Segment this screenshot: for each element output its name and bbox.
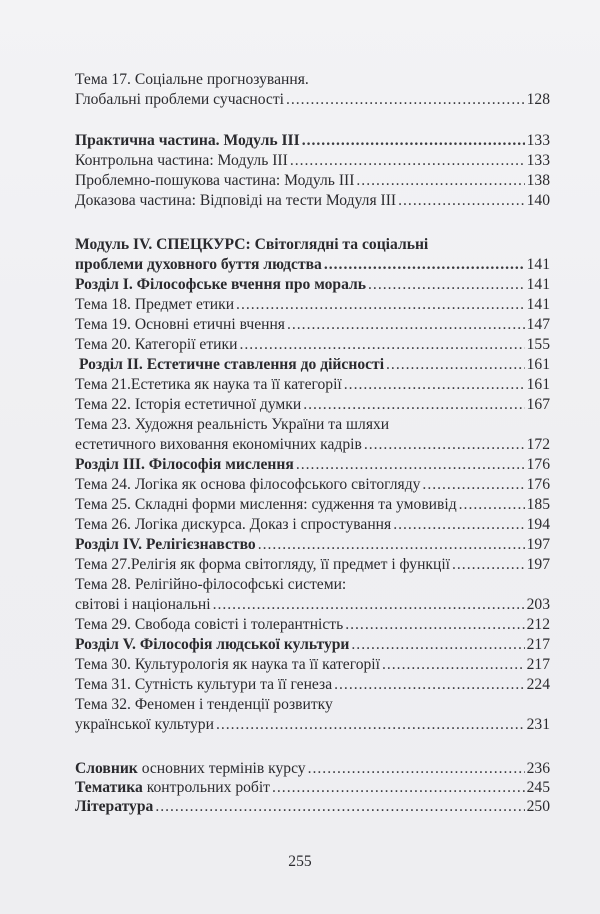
toc-entry — [75, 715, 550, 735]
toc-entry — [75, 315, 550, 335]
toc-entry — [75, 778, 550, 797]
toc-entry-title: Тема 24. Логіка як основа філософського світогляду — [75, 476, 421, 493]
toc-entry-page: 140 — [526, 192, 550, 209]
toc-entry — [75, 335, 550, 355]
toc-entry — [75, 675, 550, 695]
toc-entry — [75, 435, 550, 455]
toc-entry-page: 185 — [526, 496, 550, 513]
toc-entry-title: Тема 31. Сутність культури та її генеза — [75, 676, 333, 693]
dot-leader — [351, 635, 524, 655]
toc-entry — [75, 575, 550, 595]
toc-entry — [75, 495, 550, 515]
dot-leader — [303, 395, 524, 415]
toc-entry — [75, 395, 550, 415]
toc-entry-page: 224 — [526, 676, 550, 693]
dot-leader — [216, 715, 525, 735]
toc-entry-title: Тема 17. Соціальне прогнозування. — [75, 71, 309, 88]
dot-leader — [258, 535, 525, 555]
dot-leader — [344, 375, 525, 395]
toc-entry-page: 138 — [526, 172, 550, 189]
toc-entry — [75, 635, 550, 655]
dot-leader — [290, 151, 525, 171]
toc-entry-page: 141 — [526, 296, 550, 313]
toc-entry-title: Розділ II. Естетичне ставлення до дійсності — [79, 356, 385, 373]
dot-leader — [272, 778, 525, 797]
toc-entry-page: 167 — [526, 396, 550, 413]
toc-entry — [75, 255, 550, 275]
toc-entry-page: 133 — [526, 152, 550, 169]
toc-entry-page: 231 — [526, 716, 550, 733]
toc-entry — [75, 595, 550, 615]
toc-entry — [75, 695, 550, 715]
toc-entry — [75, 797, 550, 816]
toc-entry-title — [75, 778, 270, 797]
toc-entry-rest: основних термінів курсу — [137, 760, 306, 777]
toc-entry — [75, 191, 550, 211]
toc-entry-title: української культури — [75, 716, 214, 733]
toc-entry-bold-word: Література — [75, 798, 154, 815]
toc-entry-page: 141 — [526, 276, 550, 293]
dot-leader — [308, 759, 525, 778]
toc-entry-page: 128 — [526, 91, 550, 108]
toc-entry — [75, 535, 550, 555]
dot-leader — [422, 475, 524, 495]
toc-entry-page: 155 — [526, 336, 550, 353]
dot-leader — [334, 675, 524, 695]
toc-entry-title: Практична частина. Модуль III — [75, 132, 300, 149]
dot-leader — [155, 797, 524, 816]
toc-entry-page: 176 — [526, 476, 550, 493]
page-number: 255 — [288, 853, 312, 870]
toc-entry-title: Розділ V. Філософія людської культури — [75, 636, 350, 653]
toc-entry — [75, 171, 550, 191]
toc-entry-title: Тема 27.Релігія як форма світогляду, її предмет і функції — [75, 556, 450, 573]
toc-entry — [75, 355, 550, 375]
toc-entry-bold-word: Словник — [75, 760, 138, 777]
toc-entry-title: Тема 21.Естетика як наука та її категорії — [75, 376, 342, 393]
toc-entry-title: світові і національні — [75, 596, 211, 613]
toc-entry-title: Модуль IV. СПЕЦКУРС: Світоглядні та соціальні — [75, 236, 429, 253]
dot-leader — [356, 171, 524, 191]
toc-entry — [75, 295, 550, 315]
toc-entry-title: Доказова частина: Відповіді на тести Модуля III — [75, 192, 397, 209]
toc-entry-page: 176 — [526, 456, 550, 473]
toc-entry — [75, 151, 550, 171]
toc-entry-title: естетичного виховання економічних кадрів — [75, 436, 362, 453]
dot-leader — [393, 515, 524, 535]
toc-entry-page: 236 — [526, 760, 550, 777]
toc-entry — [75, 70, 550, 90]
toc-entry-title: Тема 20. Категорії етики — [75, 336, 238, 353]
toc-entry-title: Тема 22. Історія естетичної думки — [75, 396, 302, 413]
toc-entry — [75, 275, 550, 295]
toc-entry — [75, 555, 550, 575]
toc-entry-page: 203 — [526, 596, 550, 613]
toc-entry — [75, 90, 550, 110]
toc-entry — [75, 415, 550, 435]
toc-entry-page: 245 — [526, 779, 550, 796]
toc-entry — [75, 759, 550, 778]
dot-leader — [459, 495, 525, 515]
dot-leader — [368, 275, 525, 295]
toc-entry — [75, 615, 550, 635]
toc-entry-title — [75, 797, 153, 816]
dot-leader — [324, 255, 525, 275]
toc-entry-page: 147 — [526, 316, 550, 333]
toc-entry — [75, 455, 550, 475]
toc-entry-bold-word: Тематика — [75, 779, 143, 796]
dot-leader — [286, 90, 525, 110]
toc-entry-title: Розділ I. Філософське вчення про мораль — [75, 276, 367, 293]
dot-leader — [386, 355, 525, 375]
toc-entry-title: Контрольна частина: Модуль III — [75, 152, 288, 169]
toc-entry-page: 197 — [526, 536, 550, 553]
toc-entry-title: Тема 29. Свобода совісті і толерантність — [75, 616, 344, 633]
toc-entry-page: 217 — [526, 656, 550, 673]
toc-entry-title: Тема 19. Основні етичні вчення — [75, 316, 285, 333]
dot-leader — [382, 655, 525, 675]
toc-entry — [75, 375, 550, 395]
dot-leader — [302, 131, 525, 151]
toc-entry-title: Глобальні проблеми сучасності — [75, 91, 284, 108]
toc-entry-title: Тема 25. Складні форми мислення: судження та умовивід — [75, 496, 457, 513]
toc-entry-title: Розділ IV. Релігієзнавство — [75, 536, 256, 553]
toc-entry-title — [75, 759, 306, 778]
toc-entry-title: Тема 26. Логіка дискурса. Доказ і спростування — [75, 516, 392, 533]
dot-leader — [296, 455, 525, 475]
toc-entry-page: 217 — [526, 636, 550, 653]
toc-entry-rest: контрольних робіт — [142, 779, 270, 796]
toc-entry-page: 172 — [526, 436, 550, 453]
dot-leader — [287, 315, 525, 335]
toc-entry — [75, 655, 550, 675]
toc-entry-page: 194 — [526, 516, 550, 533]
toc-entry-page: 250 — [526, 798, 550, 815]
toc-entry-page: 133 — [526, 132, 550, 149]
dot-leader — [239, 335, 524, 355]
toc-entry-page: 141 — [526, 256, 550, 273]
toc-entry-title: Проблемно-пошукова частина: Модуль III — [75, 172, 355, 189]
toc-entry-title: Розділ III. Філософія мислення — [75, 456, 294, 473]
dot-leader — [236, 295, 525, 315]
toc-entry-page: 197 — [526, 556, 550, 573]
toc-entry — [75, 475, 550, 495]
toc-entry-title: Тема 32. Феномен і тенденції розвитку — [75, 696, 333, 713]
dot-leader — [345, 615, 524, 635]
dot-leader — [398, 191, 524, 211]
toc-entry-title: Тема 18. Предмет етики — [75, 296, 235, 313]
toc-entry-title: Тема 28. Релігійно-філософські системи: — [75, 576, 347, 593]
toc-entry-title: Тема 23. Художня реальність України та шляхи — [75, 416, 390, 433]
toc-entry — [75, 515, 550, 535]
toc-entry — [75, 235, 550, 255]
toc-entry-page: 212 — [526, 616, 550, 633]
toc-entry-page: 161 — [526, 356, 550, 373]
dot-leader — [364, 435, 525, 455]
dot-leader — [452, 555, 525, 575]
toc-entry — [75, 131, 550, 151]
toc-entry-title: Тема 30. Культурологія як наука та її категорії — [75, 656, 380, 673]
table-of-contents — [75, 70, 550, 816]
toc-entry-page: 161 — [526, 376, 550, 393]
dot-leader — [213, 595, 525, 615]
toc-entry-title: проблеми духовного буття людства — [75, 256, 322, 273]
